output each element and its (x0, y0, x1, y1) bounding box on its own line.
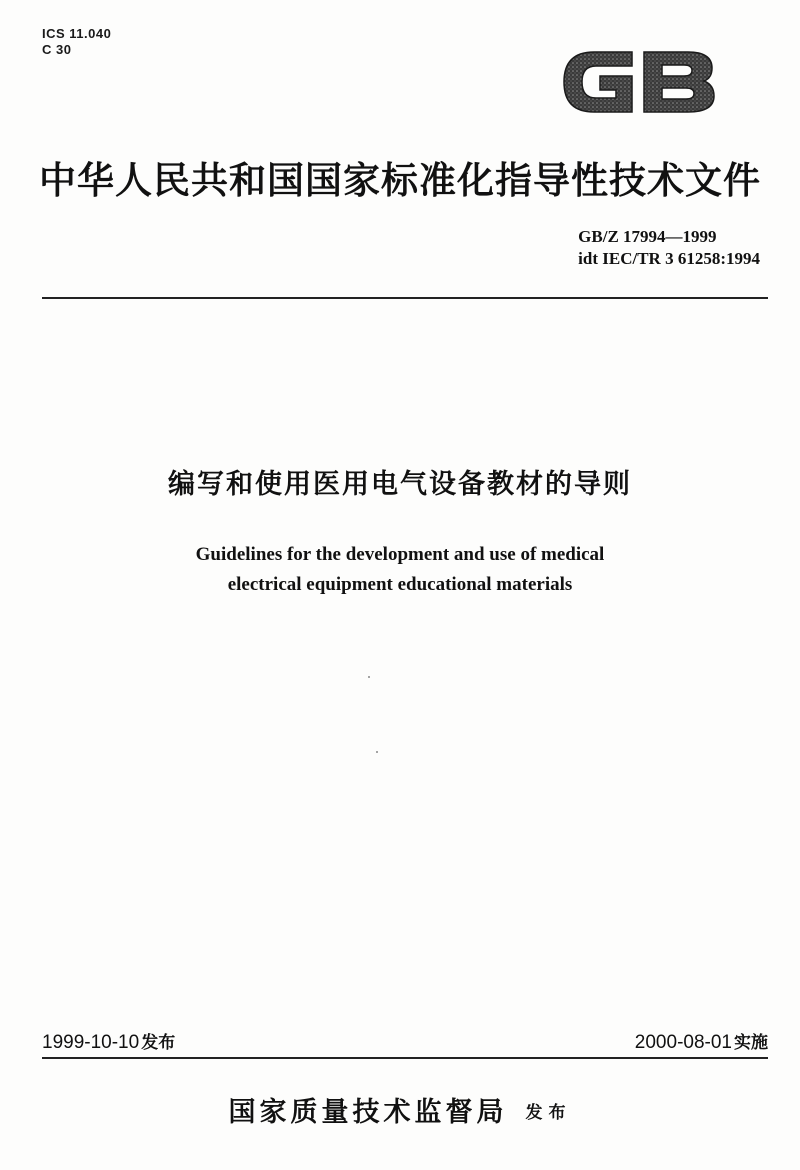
implement-label: 实施 (734, 1033, 768, 1053)
issue-label: 发布 (141, 1033, 176, 1053)
english-title-line-1: Guidelines for the development and use of medical (195, 544, 605, 565)
ccs-code: C 30 (42, 42, 72, 57)
english-title-line-2: electrical equipment educational materials (227, 574, 573, 595)
scan-speck (368, 676, 370, 678)
issuer-verb: 发布 (525, 1103, 572, 1123)
classification-codes (42, 26, 111, 58)
document-title-chinese: 编写和使用医用电气设备教材的导则 (168, 469, 632, 500)
issuing-authority (0, 1090, 800, 1129)
document-title-english (0, 540, 800, 600)
implement-date: 2000-08-01 (634, 1032, 732, 1053)
adoption-reference: idt IEC/TR 3 61258:1994 (578, 249, 760, 268)
issue-date-line (42, 1028, 175, 1054)
standard-type-heading: 中华人民共和国国家标准化指导性技术文件 (39, 159, 761, 202)
header-divider (42, 297, 768, 299)
footer-divider (42, 1057, 768, 1059)
gb-logo (560, 42, 718, 122)
standard-number-block (578, 226, 760, 270)
implement-date-line (635, 1028, 768, 1054)
issuer-name: 国家质量技术监督局 (228, 1097, 508, 1128)
issue-date: 1999-10-10 (42, 1032, 140, 1053)
ics-code: ICS 11.040 (42, 26, 112, 41)
standard-number: GB/Z 17994—1999 (578, 227, 717, 246)
scan-speck (376, 751, 378, 753)
